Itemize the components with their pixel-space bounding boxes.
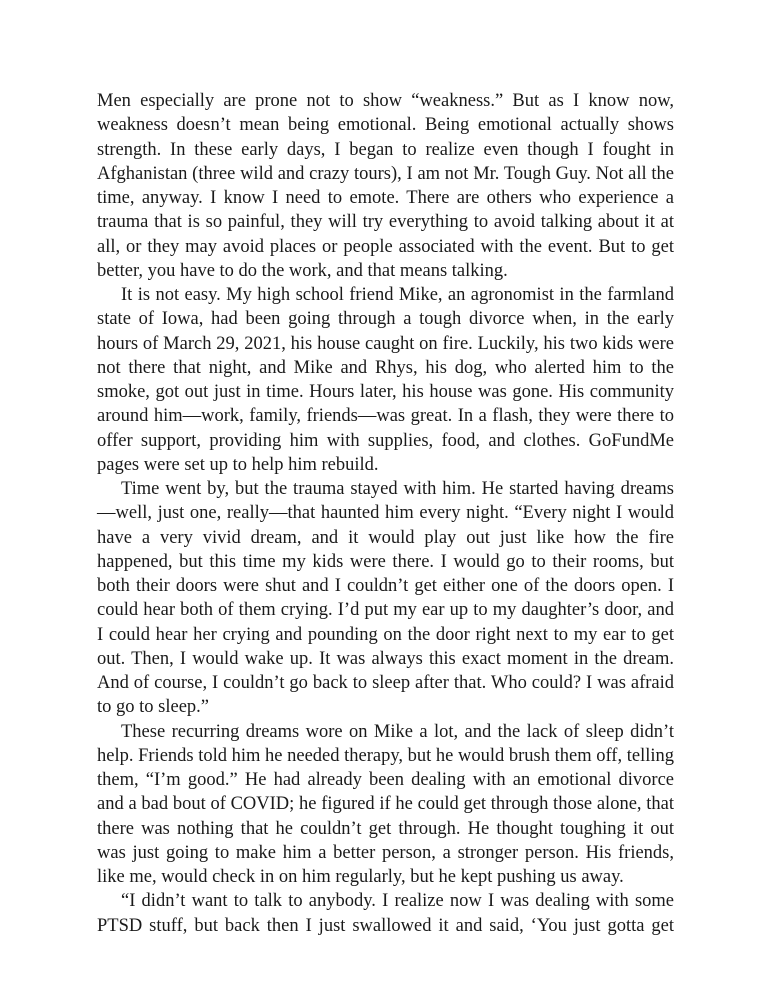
page-body (97, 89, 674, 938)
paragraph-2: It is not easy. My high school friend Mike, an agronomist in the farmland state of Iowa, had been going through a tough divorce when, in the early hours of March 29, 2021, his house caught on fire. Luckily, his two kids were not there that night, and Mike and Rhys, his dog, who alerted him to the smoke, got out just in time. Hours later, his house was gone. His community around him—work, family, friends—was great. In a flash, they were there to offer support, providing him with supplies, food, and clothes. GoFundMe pages were set up to help him rebuild. (97, 285, 674, 475)
paragraph-1: Men especially are prone not to show “weakness.” But as I know now, weakness doesn’t mean being emotional. Being emotional actually shows strength. In these early days, I began to realize even though I fought in Afghanistan (three wild and crazy tours), I am not Mr. Tough Guy. Not all the time, anyway. I know I need to emote. There are others who experience a trauma that is so painful, they will try everything to avoid talking about it at all, or they may avoid places or people associated with the event. But to get better, you have to do the work, and that means talking. (97, 91, 674, 281)
paragraph-3: Time went by, but the trauma stayed with him. He started having dreams —well, just one, really—that haunted him every night. “Every night I would have a very vivid dream, and it would play out just like how the fire happened, but this time my kids were there. I would go to their rooms, but both their doors were shut and I couldn’t get either one of the doors open. I could hear both of them crying. I’d put my ear up to my daughter’s door, and I could hear her crying and pounding on the door right next to my ear to get out. Then, I would wake up. It was always this exact moment in the dream. And of course, I couldn’t go back to sleep after that. Who could? I was afraid to go to sleep.” (97, 479, 674, 718)
paragraph-5: “I didn’t want to talk to anybody. I realize now I was dealing with some PTSD stuff, but back then I just swallowed it and said, ‘You just gotta get (97, 891, 674, 936)
paragraph-4: These recurring dreams wore on Mike a lot, and the lack of sleep didn’t help. Friends told him he needed therapy, but he would brush them off, telling them, “I’m good.” He had already been dealing with an emotional divorce and a bad bout of COVID; he figured if he could get through those alone, that there was nothing that he couldn’t get through. He thought toughing it out was just going to make him a better person, a stronger person. His friends, like me, would check in on him regularly, but he kept pushing us away. (97, 721, 674, 887)
